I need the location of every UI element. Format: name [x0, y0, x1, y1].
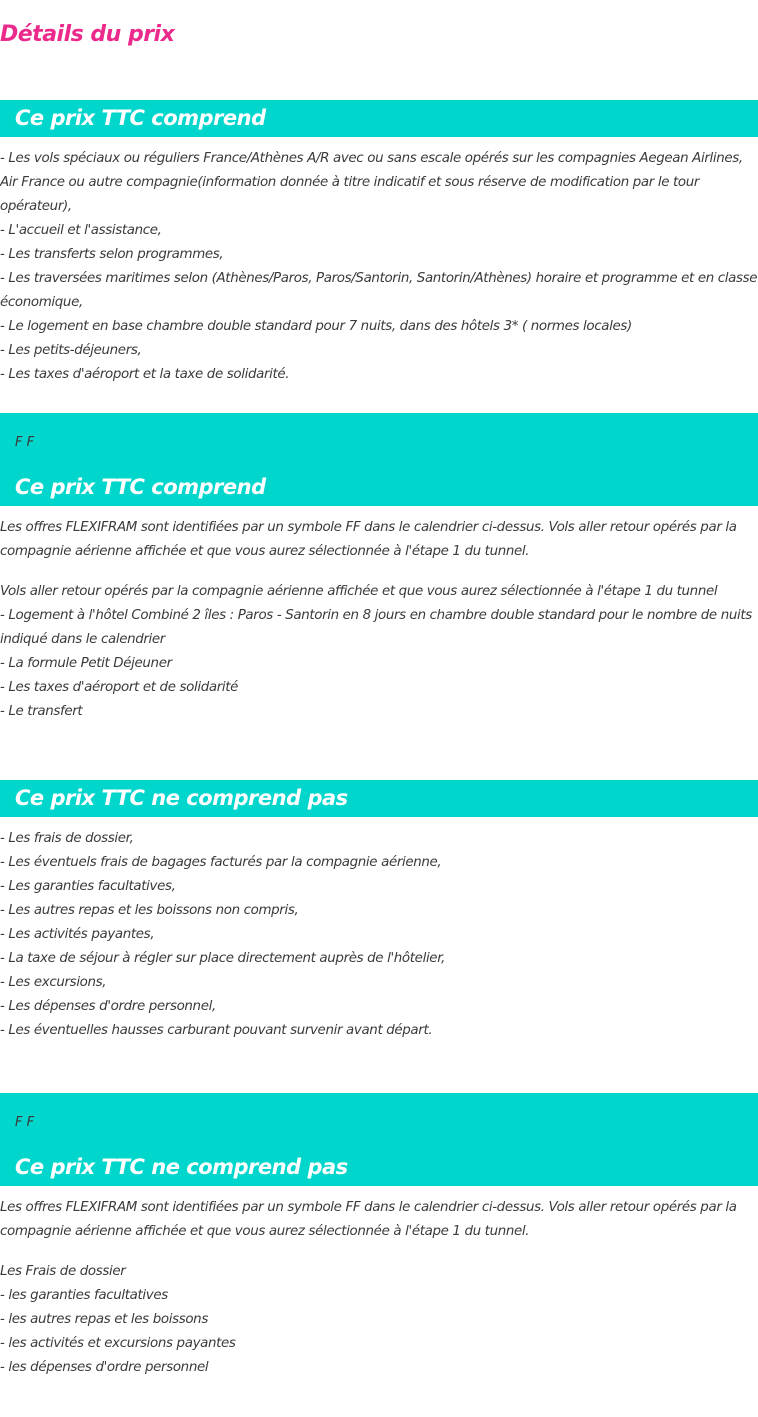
included-flexifram-list: [0, 580, 758, 724]
list-item: - Les transferts selon programmes,: [0, 247, 224, 262]
list-item: - Les activités payantes,: [0, 927, 155, 942]
section-included-flexifram: [0, 413, 758, 724]
flexifram-intro: Les offres FLEXIFRAM sont identifiées par un symbole FF dans le calendrier ci-dessus. Vols aller retour opérés par la compagnie aérienne affichée et que vous aurez sélectionnée à l'étape 1 du tunnel.: [0, 1200, 737, 1239]
list-item: - Le logement en base chambre double standard pour 7 nuits, dans des hôtels 3* ( normes locales): [0, 319, 632, 334]
section-heading: Ce prix TTC ne comprend pas: [15, 786, 348, 810]
flexifram-intro: Les offres FLEXIFRAM sont identifiées par un symbole FF dans le calendrier ci-dessus. Vols aller retour opérés par la compagnie aérienne affichée et que vous aurez sélectionnée à l'étape 1 du tunnel.: [0, 520, 737, 559]
section-band: [0, 1093, 758, 1186]
section-heading: Ce prix TTC ne comprend pas: [15, 1155, 348, 1179]
list-item: - Les éventuelles hausses carburant pouvant survenir avant départ.: [0, 1023, 433, 1038]
list-item: - Les vols spéciaux ou réguliers France/Athènes A/R avec ou sans escale opérés sur les compagnies Aegean Airlines, Air France ou autre compagnie(information donnée à titre indicatif et sous réserve de modification par le tour opérateur),: [0, 151, 743, 214]
section-heading: Ce prix TTC comprend: [15, 106, 266, 130]
list-item: - Le transfert: [0, 704, 83, 719]
list-item: - Les dépenses d'ordre personnel,: [0, 999, 216, 1014]
section-band: [0, 100, 758, 137]
section-band: [0, 780, 758, 817]
ff-label: F F: [15, 1115, 35, 1130]
list-item: - les dépenses d'ordre personnel: [0, 1360, 209, 1375]
list-item: - Les traversées maritimes selon (Athènes/Paros, Paros/Santorin, Santorin/Athènes) horaire et programme et en classe économique,: [0, 271, 758, 310]
section-included: [0, 100, 758, 387]
included-list: [0, 147, 758, 387]
ff-label: F F: [15, 435, 35, 450]
section-not-included-flexifram: [0, 1093, 758, 1380]
not-included-flexifram-list: [0, 1260, 758, 1380]
list-item: - Logement à l'hôtel Combiné 2 îles : Paros - Santorin en 8 jours en chambre double standard pour le nombre de nuits indiqué dans le calendrier: [0, 608, 752, 647]
page-title: Détails du prix: [0, 22, 175, 47]
list-item: - les garanties facultatives: [0, 1288, 168, 1303]
list-item: - La taxe de séjour à régler sur place directement auprès de l'hôtelier,: [0, 951, 446, 966]
list-item: - Les taxes d'aéroport et de solidarité: [0, 680, 239, 695]
list-item: - L'accueil et l'assistance,: [0, 223, 162, 238]
list-item: - Les petits-déjeuners,: [0, 343, 142, 358]
list-item: - Les excursions,: [0, 975, 107, 990]
list-item: - Les garanties facultatives,: [0, 879, 176, 894]
list-item: - La formule Petit Déjeuner: [0, 656, 172, 671]
list-item: - les activités et excursions payantes: [0, 1336, 236, 1351]
not-included-list: [0, 827, 758, 1043]
list-item: - les autres repas et les boissons: [0, 1312, 208, 1327]
section-not-included: [0, 780, 758, 1043]
list-item: - Les éventuels frais de bagages facturés par la compagnie aérienne,: [0, 855, 442, 870]
list-item: - Les taxes d'aéroport et la taxe de solidarité.: [0, 367, 290, 382]
section-band: [0, 413, 758, 506]
list-item: - Les frais de dossier,: [0, 831, 134, 846]
list-item: - Les autres repas et les boissons non compris,: [0, 903, 299, 918]
list-item: Les Frais de dossier: [0, 1264, 126, 1279]
section-heading: Ce prix TTC comprend: [15, 475, 266, 499]
list-item: Vols aller retour opérés par la compagnie aérienne affichée et que vous aurez sélectionnée à l'étape 1 du tunnel: [0, 584, 718, 599]
